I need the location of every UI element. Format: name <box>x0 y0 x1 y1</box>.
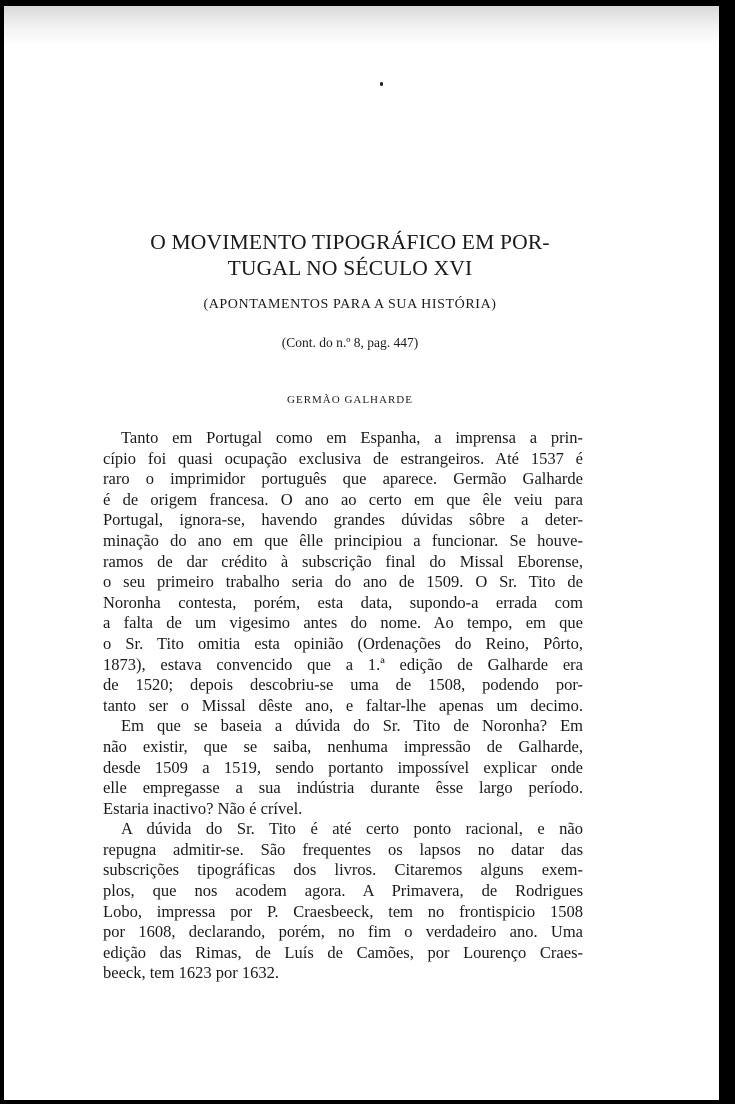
title-line: TUGAL NO SÉCULO XVI <box>227 256 473 280</box>
text-line: o Sr. Tito omitia esta opinião (Ordenações do Reino, Pôrto, <box>103 633 583 653</box>
continuation-note: (Cont. do n.º 8, pag. 447) <box>281 335 419 350</box>
text-line: A dúvida do Sr. Tito é até certo ponto racional, e não <box>121 819 583 839</box>
text-line: elle empregasse a sua indústria durante êsse largo período. <box>103 778 583 798</box>
text-line: de 1520; depois descobriu-se uma de 1508, podendo por- <box>103 675 583 695</box>
article-body <box>103 428 583 984</box>
text-line: Em que se baseia a dúvida do Sr. Tito de Noronha? Em <box>121 716 583 736</box>
text-line: Tanto em Portugal como em Espanha, a imprensa a prin- <box>121 428 583 447</box>
text-line: repugna admitir-se. São frequentes os lapsos no datar das <box>103 839 583 859</box>
text-line: Noronha contesta, porém, esta data, supondo-a errada com <box>103 592 583 612</box>
text-line: ramos de dar crédito à subscrição final do Missal Eborense, <box>103 551 583 571</box>
text-line: Estaria inactivo? Não é crível. <box>103 798 303 818</box>
ink-speck <box>380 82 383 86</box>
text-line: cípio foi quasi ocupação exclusiva de estrangeiros. Até 1537 é <box>103 448 583 468</box>
text-line: a falta de um vigesimo antes do nome. Ao tempo, em que <box>103 613 583 633</box>
text-line: por 1608, declarando, porém, no fim o verdadeiro ano. Uma <box>103 922 583 942</box>
text-line: Lobo, impressa por P. Craesbeeck, tem no frontispicio 1508 <box>103 901 583 921</box>
text-line: 1873), estava convencido que a 1.ª edição de Galharde era <box>103 654 583 674</box>
text-line: Portugal, ignora-se, havendo grandes dúvidas sôbre a deter- <box>103 510 583 530</box>
text-line: subscrições tipográficas dos livros. Citaremos alguns exem- <box>103 860 583 880</box>
text-line: raro o imprimidor português que aparece. Germão Galharde <box>103 469 583 489</box>
text-line: não existir, que se saiba, nenhuma impressão de Galharde, <box>103 736 583 756</box>
title-line: O MOVIMENTO TIPOGRÁFICO EM POR- <box>150 230 550 254</box>
section-heading: GERMÃO GALHARDE <box>287 394 413 406</box>
article-title <box>100 229 600 281</box>
article-subtitle: (APONTAMENTOS PARA A SUA HISTÓRIA) <box>203 297 497 312</box>
text-line: beeck, tem 1623 por 1632. <box>103 963 279 983</box>
text-line: minação do ano em que êlle principiou a funcionar. Se houve- <box>103 530 583 550</box>
text-line: é de origem francesa. O ano ao certo em que êle veiu para <box>103 489 583 509</box>
text-line: tanto ser o Missal dêste ano, e faltar-lhe apenas um decimo. <box>103 695 583 715</box>
text-line: desde 1509 a 1519, sendo portanto impossível explicar onde <box>103 757 583 777</box>
text-line: plos, que nos acodem agora. A Primavera, de Rodrigues <box>103 881 583 901</box>
text-line: o seu primeiro trabalho seria do ano de 1509. O Sr. Tito de <box>103 572 583 592</box>
text-line: edição das Rimas, de Luís de Camões, por Lourenço Craes- <box>103 942 583 962</box>
